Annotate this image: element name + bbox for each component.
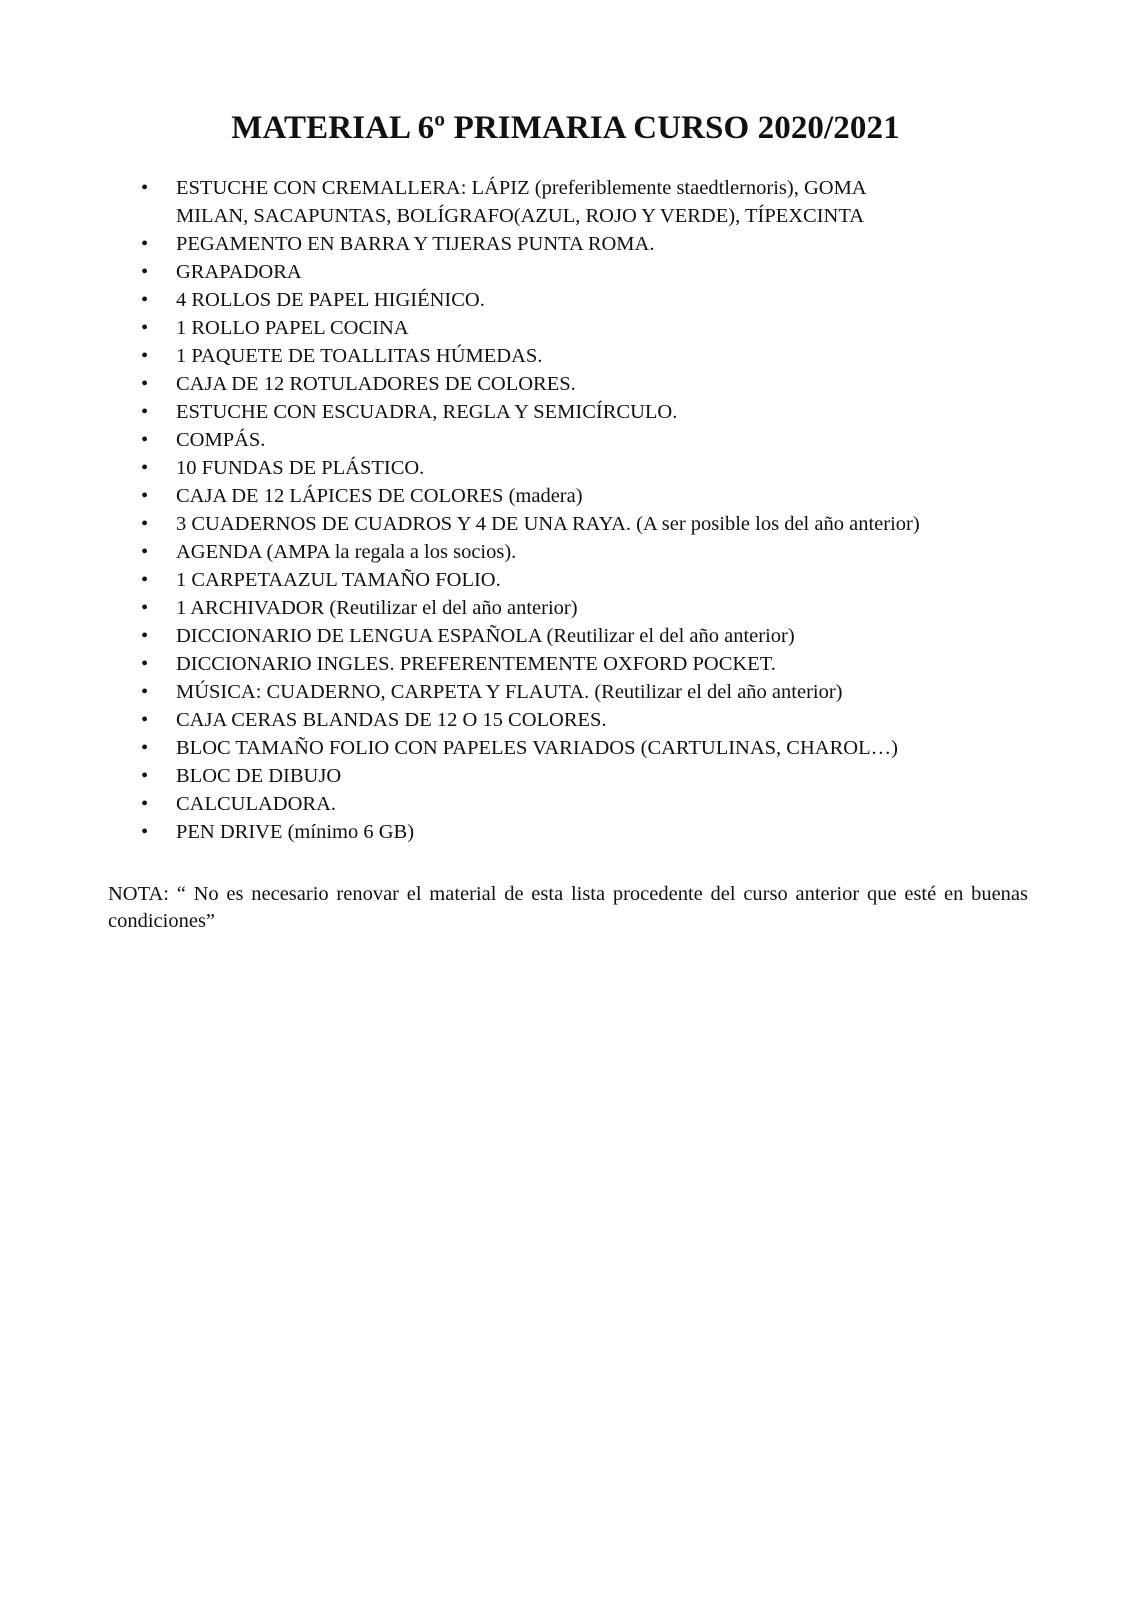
bullet-icon: • — [141, 401, 149, 423]
bullet-icon: • — [141, 513, 149, 535]
list-item-text: PEGAMENTO EN BARRA Y TIJERAS PUNTA ROMA. — [176, 233, 655, 255]
list-item — [141, 370, 1021, 398]
list-item-text: BLOC DE DIBUJO — [176, 765, 342, 787]
list-item — [141, 566, 1021, 594]
bullet-icon: • — [141, 709, 149, 731]
list-item — [141, 790, 1021, 818]
list-item-text: 1 ROLLO PAPEL COCINA — [176, 317, 409, 339]
list-item — [141, 174, 1021, 230]
bullet-icon: • — [141, 821, 149, 843]
list-item-text: DICCIONARIO INGLES. PREFERENTEMENTE OXFORD POCKET. — [176, 653, 776, 675]
note-text: NOTA: “ No es necesario renovar el material de esta lista procedente del curso anterior que esté en buenas condiciones” — [108, 883, 1028, 932]
bullet-icon: • — [141, 737, 149, 759]
bullet-icon: • — [141, 681, 149, 703]
bullet-icon: • — [141, 317, 149, 339]
bullet-icon: • — [141, 597, 149, 619]
list-item-text: CAJA DE 12 ROTULADORES DE COLORES. — [176, 373, 576, 395]
list-item — [141, 594, 1021, 622]
bullet-icon: • — [141, 289, 149, 311]
list-item — [141, 510, 1021, 538]
list-item-text: GRAPADORA — [176, 261, 302, 283]
list-item — [141, 650, 1021, 678]
material-list — [141, 174, 1021, 846]
bullet-icon: • — [141, 765, 149, 787]
list-item-text: AGENDA (AMPA la regala a los socios). — [176, 541, 517, 563]
bullet-icon: • — [141, 373, 149, 395]
list-item — [141, 398, 1021, 426]
list-item — [141, 230, 1021, 258]
bullet-icon: • — [141, 261, 149, 283]
list-item-text: DICCIONARIO DE LENGUA ESPAÑOLA (Reutilizar el del año anterior) — [176, 625, 795, 647]
list-item-text: CAJA CERAS BLANDAS DE 12 O 15 COLORES. — [176, 709, 607, 731]
list-item — [141, 538, 1021, 566]
bullet-icon: • — [141, 569, 149, 591]
list-item-text: 4 ROLLOS DE PAPEL HIGIÉNICO. — [176, 289, 485, 311]
list-item-text: 1 CARPETAAZUL TAMAÑO FOLIO. — [176, 569, 501, 591]
bullet-icon: • — [141, 457, 149, 479]
list-item — [141, 622, 1021, 650]
list-item-text: MÚSICA: CUADERNO, CARPETA Y FLAUTA. (Reutilizar el del año anterior) — [176, 681, 843, 703]
list-item-text: PEN DRIVE (mínimo 6 GB) — [176, 821, 415, 843]
list-item — [141, 734, 1021, 762]
list-item — [141, 314, 1021, 342]
bullet-icon: • — [141, 653, 149, 675]
document-title: MATERIAL 6º PRIMARIA CURSO 2020/2021 — [231, 110, 900, 146]
list-item — [141, 454, 1021, 482]
bullet-icon: • — [141, 233, 149, 255]
list-item-text: CALCULADORA. — [176, 793, 337, 815]
list-item-text: 1 PAQUETE DE TOALLITAS HÚMEDAS. — [176, 345, 543, 367]
list-item — [141, 762, 1021, 790]
list-item-text: BLOC TAMAÑO FOLIO CON PAPELES VARIADOS (CARTULINAS, CHAROL…) — [176, 737, 898, 759]
list-item — [141, 258, 1021, 286]
bullet-icon: • — [141, 625, 149, 647]
list-item — [141, 678, 1021, 706]
list-item-text: 1 ARCHIVADOR (Reutilizar el del año anterior) — [176, 597, 578, 619]
list-item — [141, 818, 1021, 846]
list-item-text: CAJA DE 12 LÁPICES DE COLORES (madera) — [176, 485, 583, 507]
bullet-icon: • — [141, 429, 149, 451]
bullet-icon: • — [141, 345, 149, 367]
list-item-text: 10 FUNDAS DE PLÁSTICO. — [176, 457, 425, 479]
list-item-text: COMPÁS. — [176, 429, 266, 451]
list-item-text: ESTUCHE CON ESCUADRA, REGLA Y SEMICÍRCULO. — [176, 401, 678, 423]
bullet-icon: • — [141, 541, 149, 563]
list-item — [141, 342, 1021, 370]
list-item-text: ESTUCHE CON CREMALLERA: LÁPIZ (preferiblemente staedtlernoris), GOMA MILAN, SACAPUNTAS, BOLÍGRAFO(AZUL, ROJO Y VERDE), TÍPEXCINTA — [176, 177, 867, 227]
bullet-icon: • — [141, 177, 149, 199]
list-item — [141, 286, 1021, 314]
list-item — [141, 426, 1021, 454]
list-item-text: 3 CUADERNOS DE CUADROS Y 4 DE UNA RAYA. (A ser posible los del año anterior) — [176, 513, 920, 535]
bullet-icon: • — [141, 793, 149, 815]
list-item — [141, 482, 1021, 510]
bullet-icon: • — [141, 485, 149, 507]
list-item — [141, 706, 1021, 734]
